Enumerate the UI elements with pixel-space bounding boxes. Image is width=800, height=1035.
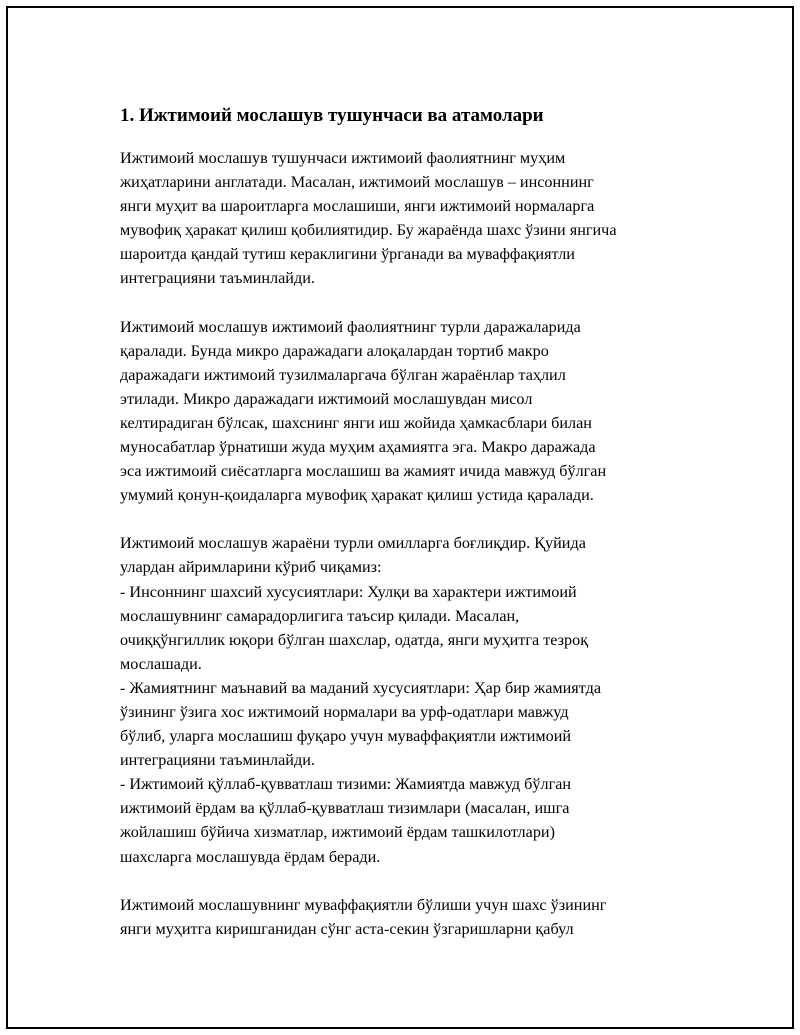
paragraph-line: умумий қонун-қоидаларга мувофиқ ҳаракат қилиш устида қаралади. [120, 486, 594, 505]
paragraph-line: келтирадиган бўлсак, шахснинг янги иш жойида ҳамкасблари билан [120, 413, 592, 432]
paragraph-line: жиҳатларини англатади. Масалан, ижтимоий мослашув – инсоннинг [120, 173, 594, 192]
paragraph-line: шароитда қандай тутиш кераклигини ўрганади ва муваффақиятли [120, 245, 575, 264]
paragraph [120, 315, 720, 508]
list-item-line: жойлашиш бўйича хизматлар, ижтимоий ёрдам ташкилотлари) [120, 823, 555, 842]
paragraph-line: Ижтимоий мослашув жараёни турли омилларга боғлиқдир. Қуйида [120, 534, 586, 553]
section-heading: 1. Ижтимоий мослашув тушунчаси ва атамолари [120, 105, 544, 126]
list-item-line: - Жамиятнинг маънавий ва маданий хусусиятлари: Ҳар бир жамиятда [120, 678, 602, 697]
list-item-line: ўзининг ўзига хос ижтимоий нормалари ва урф-одатлари мавжуд [120, 702, 569, 721]
paragraph-line: қаралади. Бунда микро даражадаги алоқалардан тортиб макро [120, 341, 549, 360]
list-item-line: - Ижтимоий қўллаб-қувватлаш тизими: Жамиятда мавжуд бўлган [120, 775, 572, 794]
list-item-line: очиққўнгиллик юқори бўлган шахслар, одатда, янги муҳитга тезроқ [120, 630, 589, 649]
document-body [120, 104, 720, 965]
paragraph-line: муносабатлар ўрнатиши жуда муҳим аҳамиятга эга. Макро даражада [120, 438, 596, 457]
list-item-line: бўлиб, уларга мослашиш фуқаро учун муваффақиятли ижтимоий [120, 727, 572, 746]
list-item-line: ижтимоий ёрдам ва қўллаб-қувватлаш тизимлари (масалан, ишга [120, 799, 570, 818]
paragraph-line: Ижтимоий мослашув ижтимоий фаолиятнинг турли даражаларида [120, 317, 581, 336]
paragraph-line: Ижтимоий мослашув тушунчаси ижтимоий фаолиятнинг муҳим [120, 149, 566, 167]
paragraph-line: улардан айримларини кўриб чиқамиз: [120, 558, 382, 577]
paragraph-line: интеграцияни таъминлайди. [120, 269, 315, 288]
paragraph-line: этилади. Микро даражадаги ижтимоий мослашувдан мисол [120, 389, 533, 408]
document-page [6, 6, 794, 1029]
paragraph [120, 146, 720, 291]
paragraph-line: янги муҳитга киришганидан сўнг аста-секин ўзгаришларни қабул [120, 919, 574, 938]
paragraph [120, 531, 720, 868]
paragraph-line: даражадаги ижтимоий тузилмаларгача бўлган жараёнлар таҳлил [120, 365, 566, 384]
paragraph-line: эса ижтимоий сиёсатларга мослашиш ва жамият ичида мавжуд бўлган [120, 462, 607, 481]
list-item-line: мослашувнинг самарадорлигига таъсир қилади. Масалан, [120, 606, 520, 625]
paragraph-line: мувофиқ ҳаракат қилиш қобилиятидир. Бу жараёнда шахс ўзини янгича [120, 221, 617, 240]
list-item-line: шахсларга мослашувда ёрдам беради. [120, 847, 381, 866]
list-item-line: мослашади. [120, 654, 202, 673]
paragraph-line: янги муҳит ва шароитларга мослашиши, янги ижтимоий нормаларга [120, 197, 595, 216]
list-item-line: - Инсоннинг шахсий хусусиятлари: Хулқи ва характери ижтимоий [120, 582, 577, 601]
paragraph-line: Ижтимоий мослашувнинг муваффақиятли бўлиши учун шахс ўзининг [120, 895, 607, 914]
paragraph [120, 893, 720, 941]
list-item-line: интеграцияни таъминлайди. [120, 751, 315, 770]
